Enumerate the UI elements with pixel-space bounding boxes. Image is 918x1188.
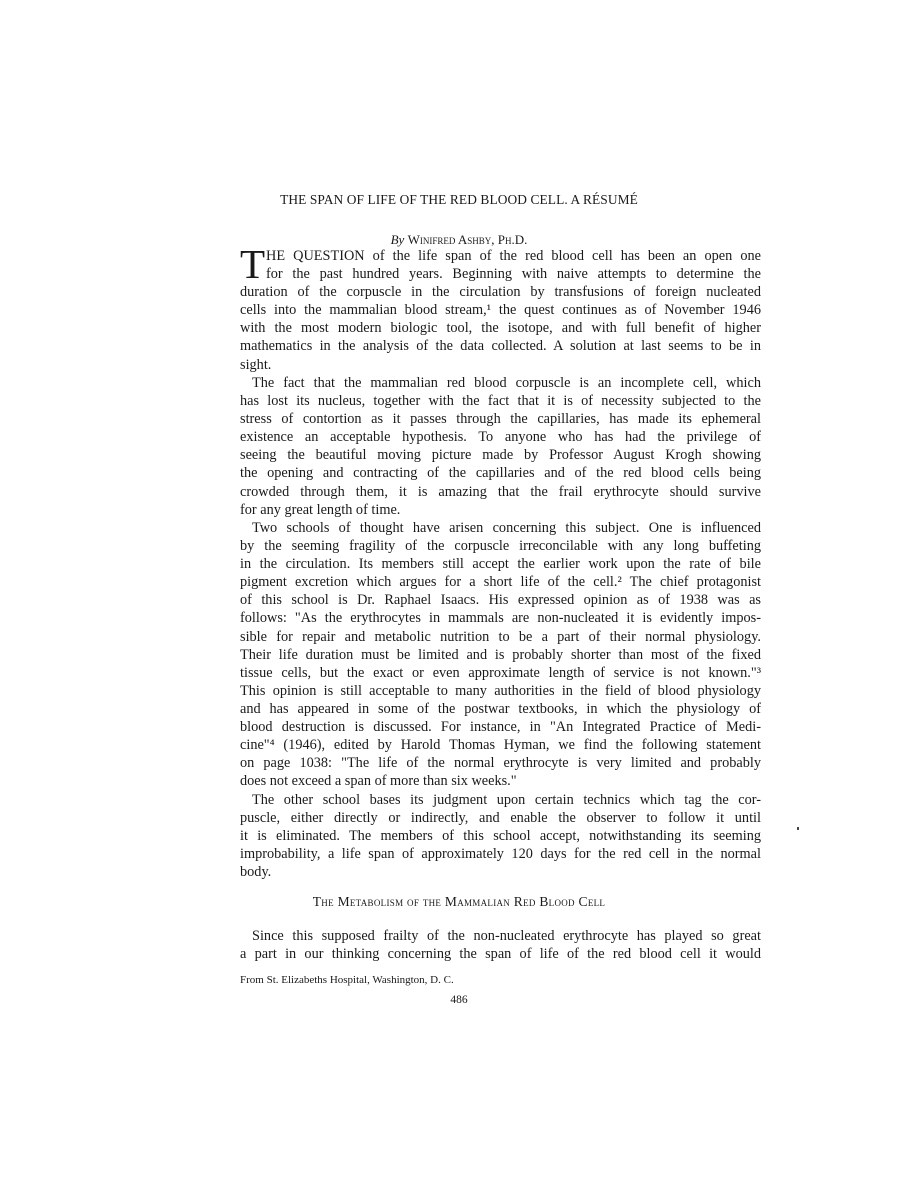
text-line: in the circulation. Its members still accept the earlier work upon the rate of bile xyxy=(240,556,761,573)
text-line: seeing the beautiful moving picture made by Professor August Krogh showing xyxy=(240,447,761,464)
page-number: 486 xyxy=(450,994,468,1006)
text-line: crowded through them, it is amazing that the frail erythrocyte should survive xyxy=(240,483,761,500)
text-line: follows: "As the erythrocytes in mammals are non-nucleated it is evidently impos- xyxy=(240,610,761,627)
scan-speck xyxy=(797,827,799,830)
text-line: for any great length of time. xyxy=(240,501,401,518)
paragraph-two-schools xyxy=(240,519,761,790)
text-line: of this school is Dr. Raphael Isaacs. His expressed opinion as of 1938 was as xyxy=(240,592,761,609)
text-line: blood destruction is discussed. For instance, in "An Integrated Practice of Medi- xyxy=(240,719,761,736)
text-line: duration of the corpuscle in the circulation by transfusions of foreign nucleated xyxy=(240,284,761,301)
paragraph-fact xyxy=(240,374,761,519)
text-line: on page 1038: "The life of the normal erythrocyte is very limited and probably xyxy=(240,755,761,772)
text-line: for the past hundred years. Beginning with naive attempts to determine the xyxy=(266,266,761,283)
text-line: Two schools of thought have arisen concerning this subject. One is influenced xyxy=(252,520,761,536)
footnote-affiliation: From St. Elizabeths Hospital, Washington, D. C. xyxy=(240,974,454,986)
byline xyxy=(0,232,918,248)
text-line: improbability, a life span of approximately 120 days for the red cell in the normal xyxy=(240,846,761,863)
drop-cap: T xyxy=(240,241,266,287)
text-line: puscle, either directly or indirectly, and enable the observer to follow it until xyxy=(240,810,761,827)
text-line: This opinion is still acceptable to many authorities in the field of blood physiology xyxy=(240,682,761,699)
byline-by: By xyxy=(390,232,405,247)
article-title: THE SPAN OF LIFE OF THE RED BLOOD CELL. A RÉSUMÉ xyxy=(280,192,638,207)
text-line: by the seeming fragility of the corpuscle irreconcilable with any long buffeting xyxy=(240,538,761,555)
text-line: with the most modern biologic tool, the isotope, and with full benefit of higher xyxy=(240,320,761,337)
author-name: Winifred Ashby xyxy=(407,232,492,247)
text-line: sible for repair and metabolic nutrition to be a part of their normal physiology. xyxy=(240,628,761,645)
paragraph-other-school xyxy=(240,791,761,881)
text-line: has lost its nucleus, together with the fact that it is of necessity subjected to the xyxy=(240,393,761,410)
section-heading: The Metabolism of the Mammalian Red Blood Cell xyxy=(312,894,606,909)
text-line: pigment excretion which argues for a short life of the cell.² The chief protagonist xyxy=(240,574,761,591)
text-line: body. xyxy=(240,864,272,881)
text-line: existence an acceptable hypothesis. To anyone who has had the privilege of xyxy=(240,429,761,446)
text-line: The fact that the mammalian red blood corpuscle is an incomplete cell, which xyxy=(252,375,761,391)
text-line: the opening and contracting of the capillaries and of the red blood cells being xyxy=(240,465,761,482)
text-line: cine"⁴ (1946), edited by Harold Thomas Hyman, we find the following statement xyxy=(240,737,761,754)
text-line: and has appeared in some of the postwar textbooks, in which the physiology of xyxy=(240,700,761,717)
paragraph-intro xyxy=(240,241,761,374)
text-line: does not exceed a span of more than six weeks." xyxy=(240,773,517,790)
author-degree: Ph.D. xyxy=(497,232,528,247)
text-line: Their life duration must be limited and is probably shorter than most of the fixed xyxy=(240,646,761,663)
text-line: a part in our thinking concerning the span of life of the red blood cell it would xyxy=(240,946,761,963)
text-line: tissue cells, but the exact or even approximate length of service is not known."³ xyxy=(240,664,761,681)
byline-comma: , xyxy=(491,232,498,247)
text-line: The other school bases its judgment upon certain technics which tag the cor- xyxy=(252,792,761,808)
text-line: HE QUESTION of the life span of the red blood cell has been an open one xyxy=(266,248,761,264)
paragraph-metabolism xyxy=(240,927,761,963)
text-line: mathematics in the analysis of the data collected. A solution at last seems to be in xyxy=(240,338,761,355)
text-line: Since this supposed frailty of the non-nucleated erythrocyte has played so great xyxy=(252,928,761,944)
text-line: it is eliminated. The members of this school accept, notwithstanding its seeming xyxy=(240,828,761,845)
text-line: stress of contortion as it passes through the capillaries, has made its ephemeral xyxy=(240,411,761,428)
text-line: sight. xyxy=(240,356,272,373)
text-line: cells into the mammalian blood stream,¹ the quest continues as of November 1946 xyxy=(240,302,761,319)
